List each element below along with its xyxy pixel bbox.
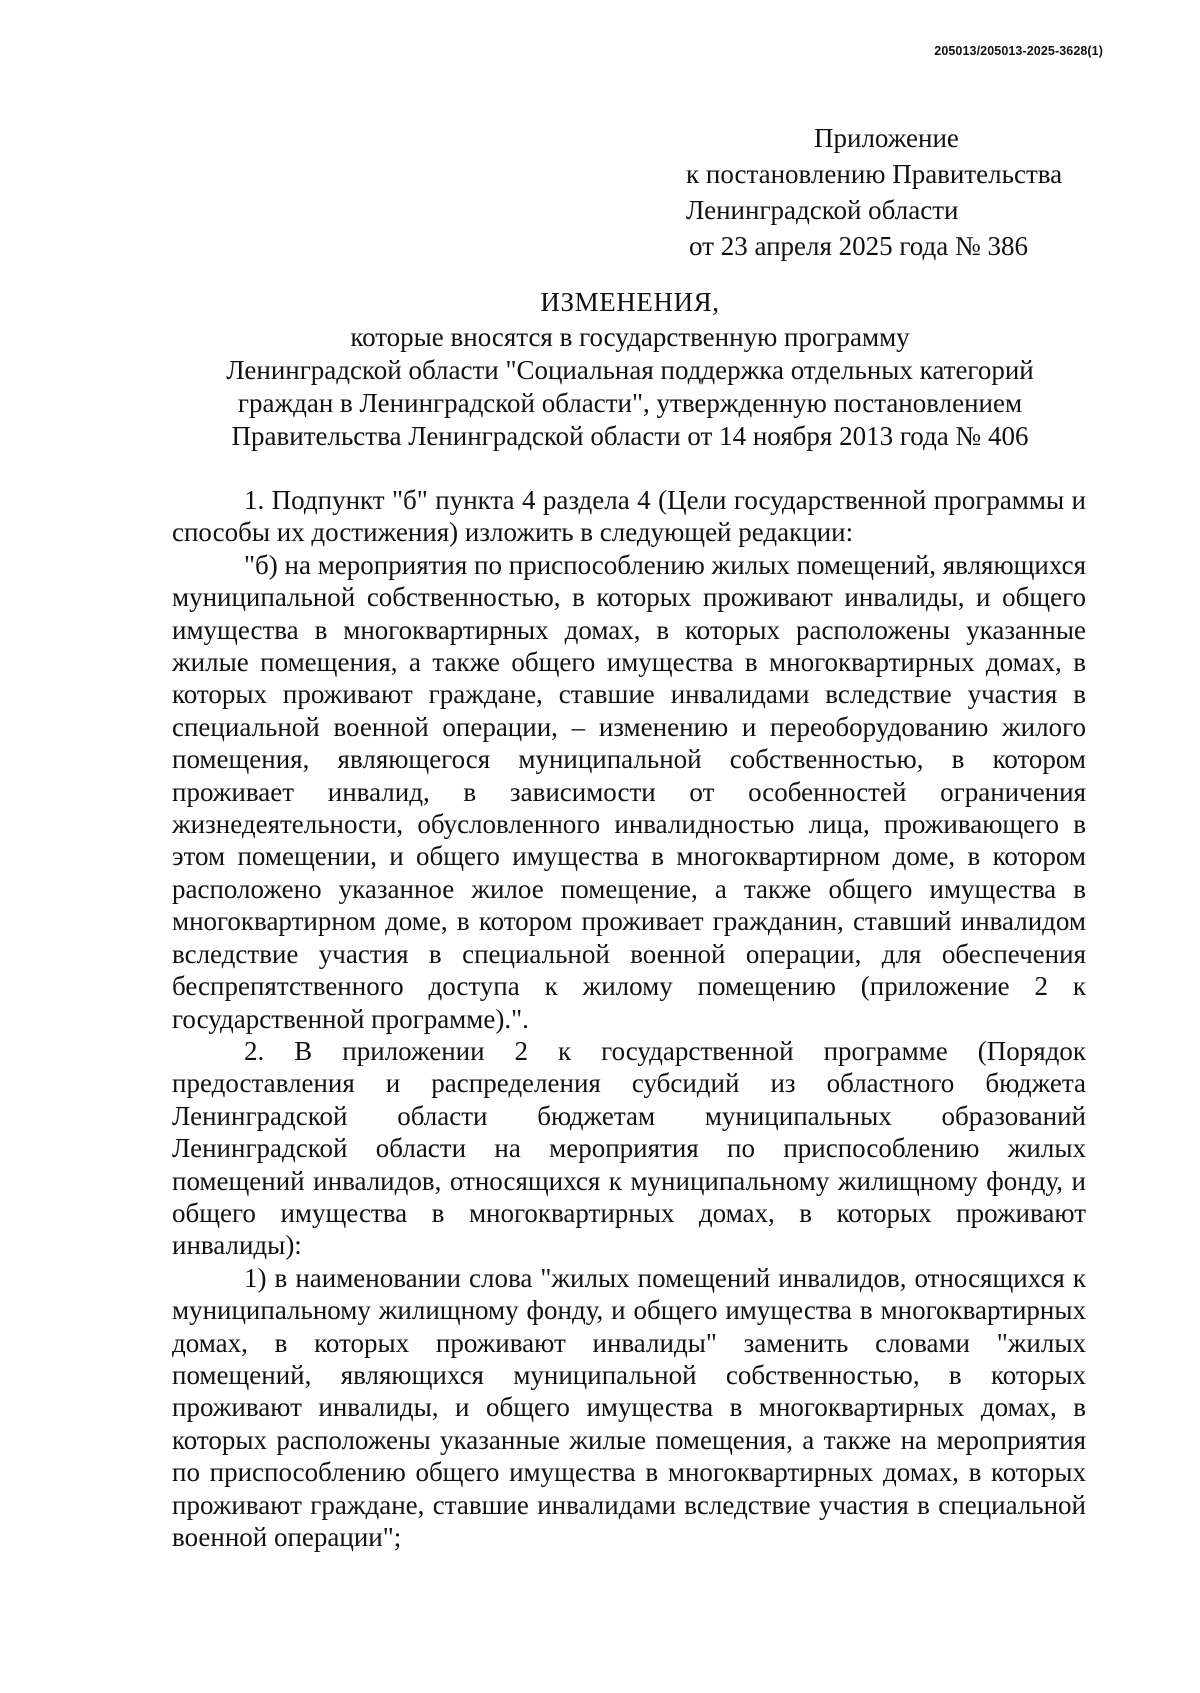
body-paragraph: 1) в наименовании слова "жилых помещений инвалидов, относящихся к муниципальному жилищному фонду, и общего имущества в многоквартирных домах, в которых проживают инвалиды" заменить словами "жилых помещений, являющихся муниципальной собственностью, в которых проживают инвалиды, и общего имущества в многоквартирных домах, в которых расположены указанные жилые помещения, а также на мероприятия по приспособлению общего имущества в многоквартирных домах, в которых проживают граждане, ставшие инвалидами вследствие участия в специальной военной операции"; xyxy=(172,1262,1086,1552)
appendix-header xyxy=(686,120,1062,264)
title-line: которые вносятся в государственную программу xyxy=(350,322,910,352)
appendix-line: Приложение xyxy=(814,123,959,153)
body-paragraph: 1. Подпункт "б" пункта 4 раздела 4 (Цели государственной программы и способы их достижения) изложить в следующей редакции: xyxy=(172,485,1086,548)
title-line: Ленинградской области "Социальная поддержка отдельных категорий xyxy=(226,355,1034,385)
title-line: Правительства Ленинградской области от 14 ноября 2013 года № 406 xyxy=(231,421,1029,451)
appendix-line: от 23 апреля 2025 года № 386 xyxy=(689,231,1029,261)
body-paragraph: "б) на мероприятия по приспособлению жилых помещений, являющихся муниципальной собственностью, в которых проживают инвалиды, и общего имущества в многоквартирных домах, в которых расположены указанные жилые помещения, а также общего имущества в многоквартирных домах, в которых проживают граждане, ставшие инвалидами вследствие участия в специальной военной операции, – изменению и переоборудованию жилого помещения, являющегося муниципальной собственностью, в котором проживает инвалид, в зависимости от особенностей ограничения жизнедеятельности, обусловленного инвалидностью лица, проживающего в этом помещении, и общего имущества в многоквартирном доме, в котором расположено указанное жилое помещение, а также общего имущества в многоквартирном доме, в котором проживает гражданин, ставший инвалидом вследствие участия в специальной военной операции, для обеспечения беспрепятственного доступа к жилому помещению (приложение 2 к государственной программе).". xyxy=(172,549,1086,1034)
title-heading: ИЗМЕНЕНИЯ, xyxy=(540,287,720,317)
document-registration-number: 205013/205013-2025-3628(1) xyxy=(934,44,1103,58)
document-body xyxy=(172,484,1086,1553)
appendix-line: к постановлению Правительства xyxy=(686,159,1063,189)
document-title xyxy=(170,286,1090,453)
appendix-line: Ленинградской области xyxy=(686,195,959,225)
body-paragraph: 2. В приложении 2 к государственной программе (Порядок предоставления и распределения субсидий из областного бюджета Ленинградской области бюджетам муниципальных образований Ленинградской области на мероприятия по приспособлению жилых помещений инвалидов, относящихся к муниципальному жилищному фонду, и общего имущества в многоквартирных домах, в которых проживают инвалиды): xyxy=(172,1035,1086,1261)
title-line: граждан в Ленинградской области", утвержденную постановлением xyxy=(237,388,1023,418)
